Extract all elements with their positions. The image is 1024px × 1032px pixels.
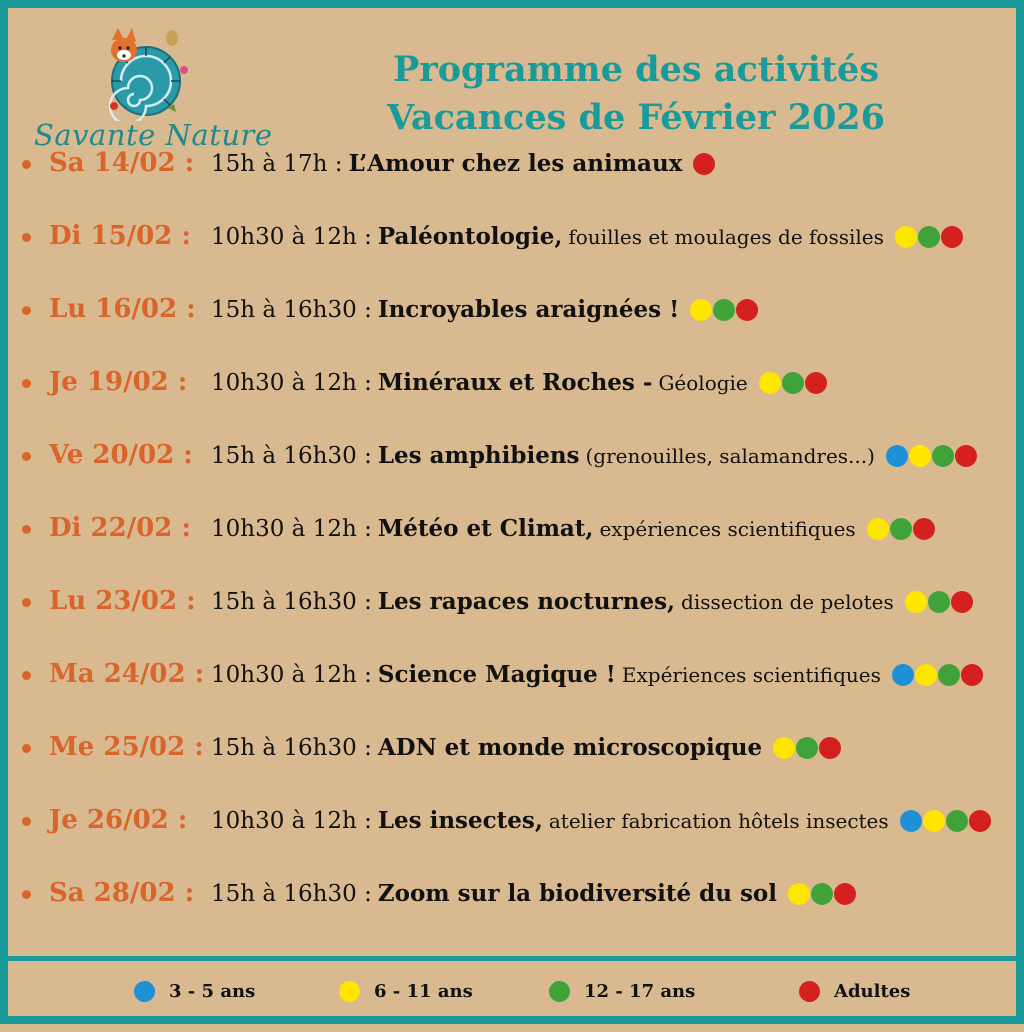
age-dot-yellow-icon xyxy=(867,518,889,540)
activity-description xyxy=(211,661,983,688)
header xyxy=(16,16,1024,156)
activity-description xyxy=(211,734,841,761)
activity-title: L’Amour chez les animaux xyxy=(348,150,683,177)
activity-date: Lu 16/02 : xyxy=(49,294,196,324)
age-legend xyxy=(8,956,1024,1032)
activity-title: Les amphibiens xyxy=(377,442,580,469)
activity-title: Météo et Climat, xyxy=(377,515,594,542)
age-dots xyxy=(885,445,977,467)
activity-description xyxy=(211,515,935,542)
activity-date: Ma 24/02 : xyxy=(49,659,205,689)
activity-time: 15h à 16h30 : xyxy=(211,734,372,761)
activity-time: 10h30 à 12h : xyxy=(211,807,372,834)
activity-time: 10h30 à 12h : xyxy=(211,661,372,688)
activity-date: Ve 20/02 : xyxy=(49,440,193,470)
activity-time: 10h30 à 12h : xyxy=(211,515,372,542)
legend-item xyxy=(133,981,255,1002)
activity-time: 15h à 16h30 : xyxy=(211,880,372,907)
age-dot-yellow-icon xyxy=(915,664,937,686)
activity-description xyxy=(211,296,758,323)
activity-row xyxy=(16,508,1024,558)
age-dots xyxy=(899,810,991,832)
legend-label: 3 - 5 ans xyxy=(169,981,256,1002)
age-dot-red-icon xyxy=(736,299,758,321)
activity-title: Zoom sur la biodiversité du sol xyxy=(377,880,777,907)
age-dot-green-icon xyxy=(811,883,833,905)
age-dot-red-icon xyxy=(693,153,715,175)
activity-description xyxy=(211,442,977,469)
page-title xyxy=(286,46,986,142)
activity-description xyxy=(211,223,963,250)
legend-item xyxy=(338,981,473,1002)
age-dot-blue-icon xyxy=(892,664,914,686)
activity-row xyxy=(16,800,1024,850)
activity-row xyxy=(16,654,1024,704)
activity-row xyxy=(16,727,1024,777)
activity-row xyxy=(16,362,1024,412)
activity-title: Minéraux et Roches - xyxy=(377,369,653,396)
age-dot-yellow-icon xyxy=(788,883,810,905)
bullet-icon xyxy=(22,598,31,607)
activity-time: 15h à 16h30 : xyxy=(211,588,372,615)
activity-description xyxy=(211,880,856,907)
activity-title: Les insectes, xyxy=(377,807,543,834)
age-dot-green-icon xyxy=(928,591,950,613)
age-dot-yellow-icon xyxy=(773,737,795,759)
age-dot-yellow-icon xyxy=(895,226,917,248)
age-dot-green-icon xyxy=(932,445,954,467)
age-dot-blue-icon xyxy=(886,445,908,467)
age-dot-red-icon xyxy=(913,518,935,540)
activity-time: 15h à 16h30 : xyxy=(211,442,372,469)
age-dot-red-icon xyxy=(969,810,991,832)
activity-detail: expériences scientifiques xyxy=(599,516,856,541)
age-dot-yellow-icon xyxy=(923,810,945,832)
age-dots xyxy=(772,737,841,759)
activity-date: Sa 14/02 : xyxy=(49,148,195,178)
activity-detail: Expériences scientifiques xyxy=(621,662,881,687)
age-dot-blue-icon xyxy=(900,810,922,832)
activity-date: Je 19/02 : xyxy=(49,367,188,397)
activity-title: Incroyables araignées ! xyxy=(377,296,680,323)
bullet-icon xyxy=(22,452,31,461)
legend-dot-yellow-icon xyxy=(339,981,360,1002)
legend-dot-green-icon xyxy=(549,981,570,1002)
activity-description xyxy=(211,369,827,396)
activity-row xyxy=(16,581,1024,631)
age-dot-red-icon xyxy=(961,664,983,686)
legend-label: Adultes xyxy=(834,981,911,1002)
activity-detail: (grenouilles, salamandres...) xyxy=(585,443,875,468)
bullet-icon xyxy=(22,744,31,753)
age-dot-yellow-icon xyxy=(905,591,927,613)
activity-date: Je 26/02 : xyxy=(49,805,188,835)
legend-item xyxy=(798,981,910,1002)
activity-time: 15h à 16h30 : xyxy=(211,296,372,323)
activity-description xyxy=(211,150,715,177)
activity-title: Science Magique ! xyxy=(377,661,616,688)
age-dot-green-icon xyxy=(713,299,735,321)
activity-description xyxy=(211,807,991,834)
age-dots xyxy=(904,591,973,613)
age-dots xyxy=(894,226,963,248)
age-dot-red-icon xyxy=(819,737,841,759)
activity-description xyxy=(211,588,973,615)
age-dot-green-icon xyxy=(946,810,968,832)
age-dots xyxy=(758,372,827,394)
activity-date: Lu 23/02 : xyxy=(49,586,196,616)
bullet-icon xyxy=(22,379,31,388)
age-dot-green-icon xyxy=(782,372,804,394)
bullet-icon xyxy=(22,306,31,315)
activity-date: Sa 28/02 : xyxy=(49,878,195,908)
activity-title: Paléontologie, xyxy=(377,223,563,250)
activity-detail: atelier fabrication hôtels insectes xyxy=(548,808,889,833)
age-dots xyxy=(866,518,935,540)
activity-row xyxy=(16,143,1024,193)
bullet-icon xyxy=(22,817,31,826)
logo-text: Savante Nature xyxy=(34,118,273,152)
activity-date: Di 15/02 : xyxy=(49,221,191,251)
age-dot-green-icon xyxy=(796,737,818,759)
title-line-2: Vacances de Février 2026 xyxy=(386,97,886,138)
activity-row xyxy=(16,289,1024,339)
bullet-icon xyxy=(22,525,31,534)
legend-item xyxy=(548,981,695,1002)
age-dots xyxy=(689,299,758,321)
activity-title: ADN et monde microscopique xyxy=(377,734,763,761)
legend-label: 6 - 11 ans xyxy=(374,981,473,1002)
activity-row xyxy=(16,873,1024,923)
age-dot-green-icon xyxy=(918,226,940,248)
ammonite-fox-logo-icon xyxy=(84,26,214,121)
age-dot-yellow-icon xyxy=(690,299,712,321)
activity-row xyxy=(16,435,1024,485)
activity-row xyxy=(16,216,1024,266)
age-dot-red-icon xyxy=(941,226,963,248)
age-dot-red-icon xyxy=(834,883,856,905)
activity-detail: fouilles et moulages de fossiles xyxy=(568,224,884,249)
age-dots xyxy=(692,153,715,175)
age-dot-red-icon xyxy=(955,445,977,467)
bullet-icon xyxy=(22,890,31,899)
activity-time: 10h30 à 12h : xyxy=(211,369,372,396)
activity-date: Me 25/02 : xyxy=(49,732,204,762)
age-dots xyxy=(891,664,983,686)
activity-detail: Géologie xyxy=(658,370,748,395)
bullet-icon xyxy=(22,671,31,680)
logo xyxy=(26,26,273,152)
title-line-1: Programme des activités xyxy=(392,49,880,90)
activity-title: Les rapaces nocturnes, xyxy=(377,588,676,615)
age-dot-red-icon xyxy=(951,591,973,613)
activity-detail: dissection de pelotes xyxy=(681,589,894,614)
age-dot-green-icon xyxy=(938,664,960,686)
legend-dot-red-icon xyxy=(799,981,820,1002)
age-dot-yellow-icon xyxy=(759,372,781,394)
legend-dot-blue-icon xyxy=(134,981,155,1002)
age-dot-yellow-icon xyxy=(909,445,931,467)
activity-time: 15h à 17h : xyxy=(211,150,343,177)
age-dot-green-icon xyxy=(890,518,912,540)
bullet-icon xyxy=(22,233,31,242)
activity-time: 10h30 à 12h : xyxy=(211,223,372,250)
activity-date: Di 22/02 : xyxy=(49,513,191,543)
age-dot-red-icon xyxy=(805,372,827,394)
age-dots xyxy=(787,883,856,905)
bullet-icon xyxy=(22,160,31,169)
legend-label: 12 - 17 ans xyxy=(584,981,696,1002)
